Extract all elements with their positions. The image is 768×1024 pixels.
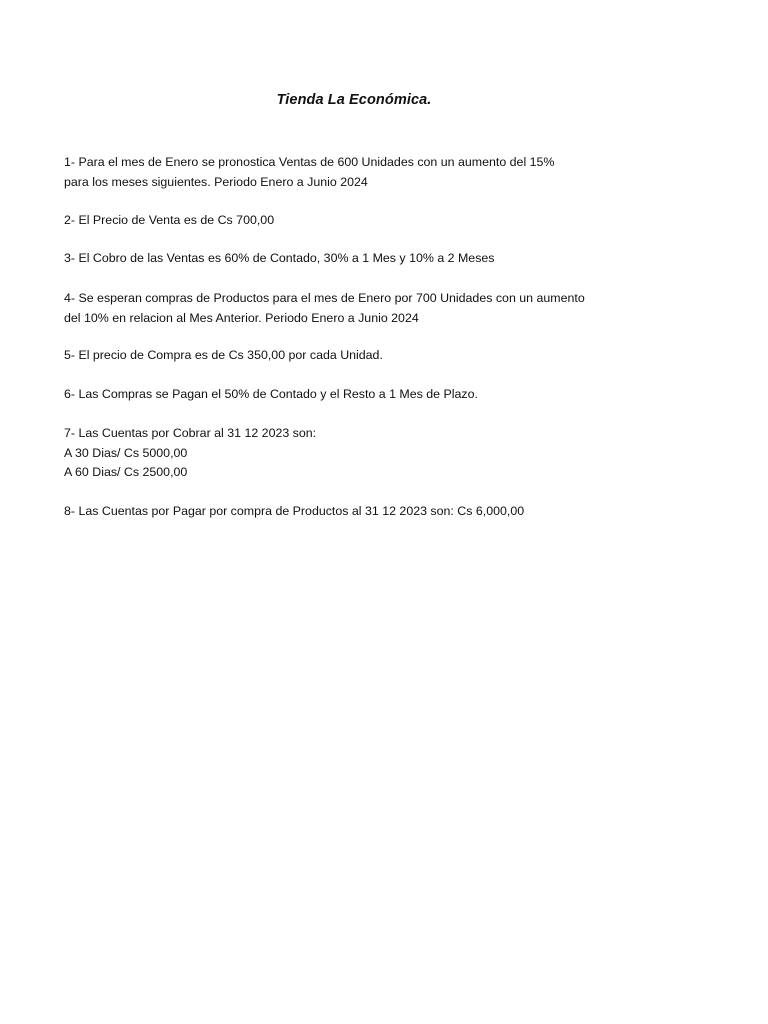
item-7-line-2: A 30 Dias/ Cs 5000,00 (64, 445, 188, 460)
document-title: Tienda La Económica. (276, 92, 432, 108)
item-1-line-2: para los meses siguientes. Periodo Enero a Junio 2024 (64, 174, 368, 189)
list-item-6 (64, 385, 624, 405)
item-8-line-1: 8- Las Cuentas por Pagar por compra de Productos al 31 12 2023 son: Cs 6,000,00 (64, 504, 525, 518)
list-item-4 (64, 289, 624, 328)
list-item-7 (64, 424, 624, 483)
item-4-line-1: 4- Se esperan compras de Productos para el mes de Enero por 700 Unidades con un aumento (64, 291, 585, 305)
list-item-1 (64, 153, 624, 192)
item-4-line-2: del 10% en relacion al Mes Anterior. Periodo Enero a Junio 2024 (64, 310, 419, 325)
item-1-line-1: 1- Para el mes de Enero se pronostica Ventas de 600 Unidades con un aumento del 15% (64, 155, 555, 169)
list-item-3 (64, 249, 624, 269)
item-7-line-1: 7- Las Cuentas por Cobrar al 31 12 2023 son: (64, 426, 317, 440)
item-7-line-3: A 60 Dias/ Cs 2500,00 (64, 465, 188, 479)
list-item-5 (64, 346, 624, 366)
item-2-line-1: 2- El Precio de Venta es de Cs 700,00 (64, 213, 275, 227)
item-5-line-1: 5- El precio de Compra es de Cs 350,00 por cada Unidad. (64, 348, 383, 362)
list-item-8 (64, 502, 624, 522)
list-item-2 (64, 211, 624, 231)
item-3-line-1: 3- El Cobro de las Ventas es 60% de Contado, 30% a 1 Mes y 10% a 2 Meses (64, 251, 495, 265)
item-6-line-1: 6- Las Compras se Pagan el 50% de Contado y el Resto a 1 Mes de Plazo. (64, 387, 478, 401)
